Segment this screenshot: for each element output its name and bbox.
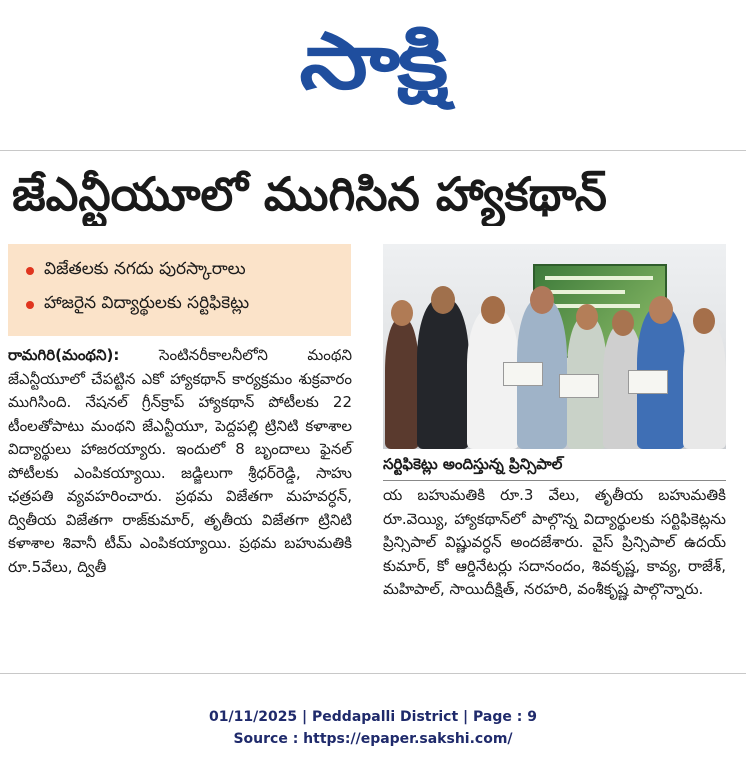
- source-link: Source : https://epaper.sakshi.com/: [233, 731, 513, 747]
- highlight-text: విజేతలకు నగదు పురస్కారాలు: [44, 259, 246, 279]
- article-body-right: [383, 484, 726, 602]
- body-text-right: య బహుమతికి రూ.3 వేలు, తృతీయ బహుమతికి రూ.వెయ్యి, హ్యాకథాన్‌లో పాల్గొన్న విద్యార్థులకు సర్టిఫికెట్లను ప్రిన్సిపాల్ విష్ణువర్ధన్ అందజేశారు. వైస్ ప్రిన్సిపాల్ ఉదయ్ కుమార్, కో ఆర్డినేటర్లు సదానందం, శివకృష్ణ, కావ్య, రాజేశ్, మహిపాల్, సాయిదీక్షిత్, నరహరి, వంశీకృష్ణ పాల్గొన్నారు.: [383, 486, 726, 598]
- photo-caption: సర్టిఫికెట్లు అందిస్తున్న ప్రిన్సిపాల్: [383, 455, 563, 473]
- highlight-item: [26, 288, 341, 322]
- newspaper-logo: సాక్షి: [299, 16, 447, 107]
- body-text-left: సెంటినరీకాలనీలోని మంథని జేఎన్టీయూలో చేపట్టిన ఎకో హ్యాకథాన్ కార్యక్రమం శుక్రవారం ముగిసింది. నేషనల్ గ్రీన్‌క్రాప్ హ్యాకథాన్ పోటీలకు 22 టీంలతోపాటు మంథని జేఎన్టీయూ, పెద్దపల్లి ట్రినిటి కళాశాల విద్యార్థులు హాజరయ్యారు. ఇందులో 8 బృందాలు ఫైనల్ పోటీలకు ఎంపికయ్యాయి. జడ్జిలుగా శ్రీధర్‌రెడ్డి, సాహు ఛత్రపతి వ్యవహరించారు. ప్రథమ విజేతగా మహవర్ధన్, ద్వితీయ విజేతగా రాజ్‌కుమార్, తృతీయ విజేతగా ట్రినిటి కళాశాల శివానీ టీమ్ ఎంపికయ్యాయి. ప్రథమ బహుమతికి రూ.5వేలు, ద్వితీ: [8, 346, 352, 576]
- masthead-divider: [0, 150, 746, 151]
- source-footer: [0, 706, 746, 750]
- dateline: రామగిరి(మంథని):: [8, 346, 120, 364]
- edition-info: 01/11/2025 | Peddapalli District | Page : 9: [209, 709, 537, 725]
- masthead: [0, 0, 746, 150]
- highlight-item: [26, 254, 341, 288]
- highlights-box: [8, 244, 351, 336]
- highlight-text: హాజరైన విద్యార్థులకు సర్టిఫికెట్లు: [44, 293, 250, 313]
- article-headline: జేఎన్టీయూలో ముగిసిన హ్యాకథాన్: [12, 167, 607, 221]
- article-body-left: [8, 344, 352, 579]
- caption-divider: [383, 480, 726, 481]
- bullet-icon: [26, 267, 34, 275]
- bullet-icon: [26, 301, 34, 309]
- article-photo: [383, 244, 726, 449]
- footer-divider: [0, 673, 746, 674]
